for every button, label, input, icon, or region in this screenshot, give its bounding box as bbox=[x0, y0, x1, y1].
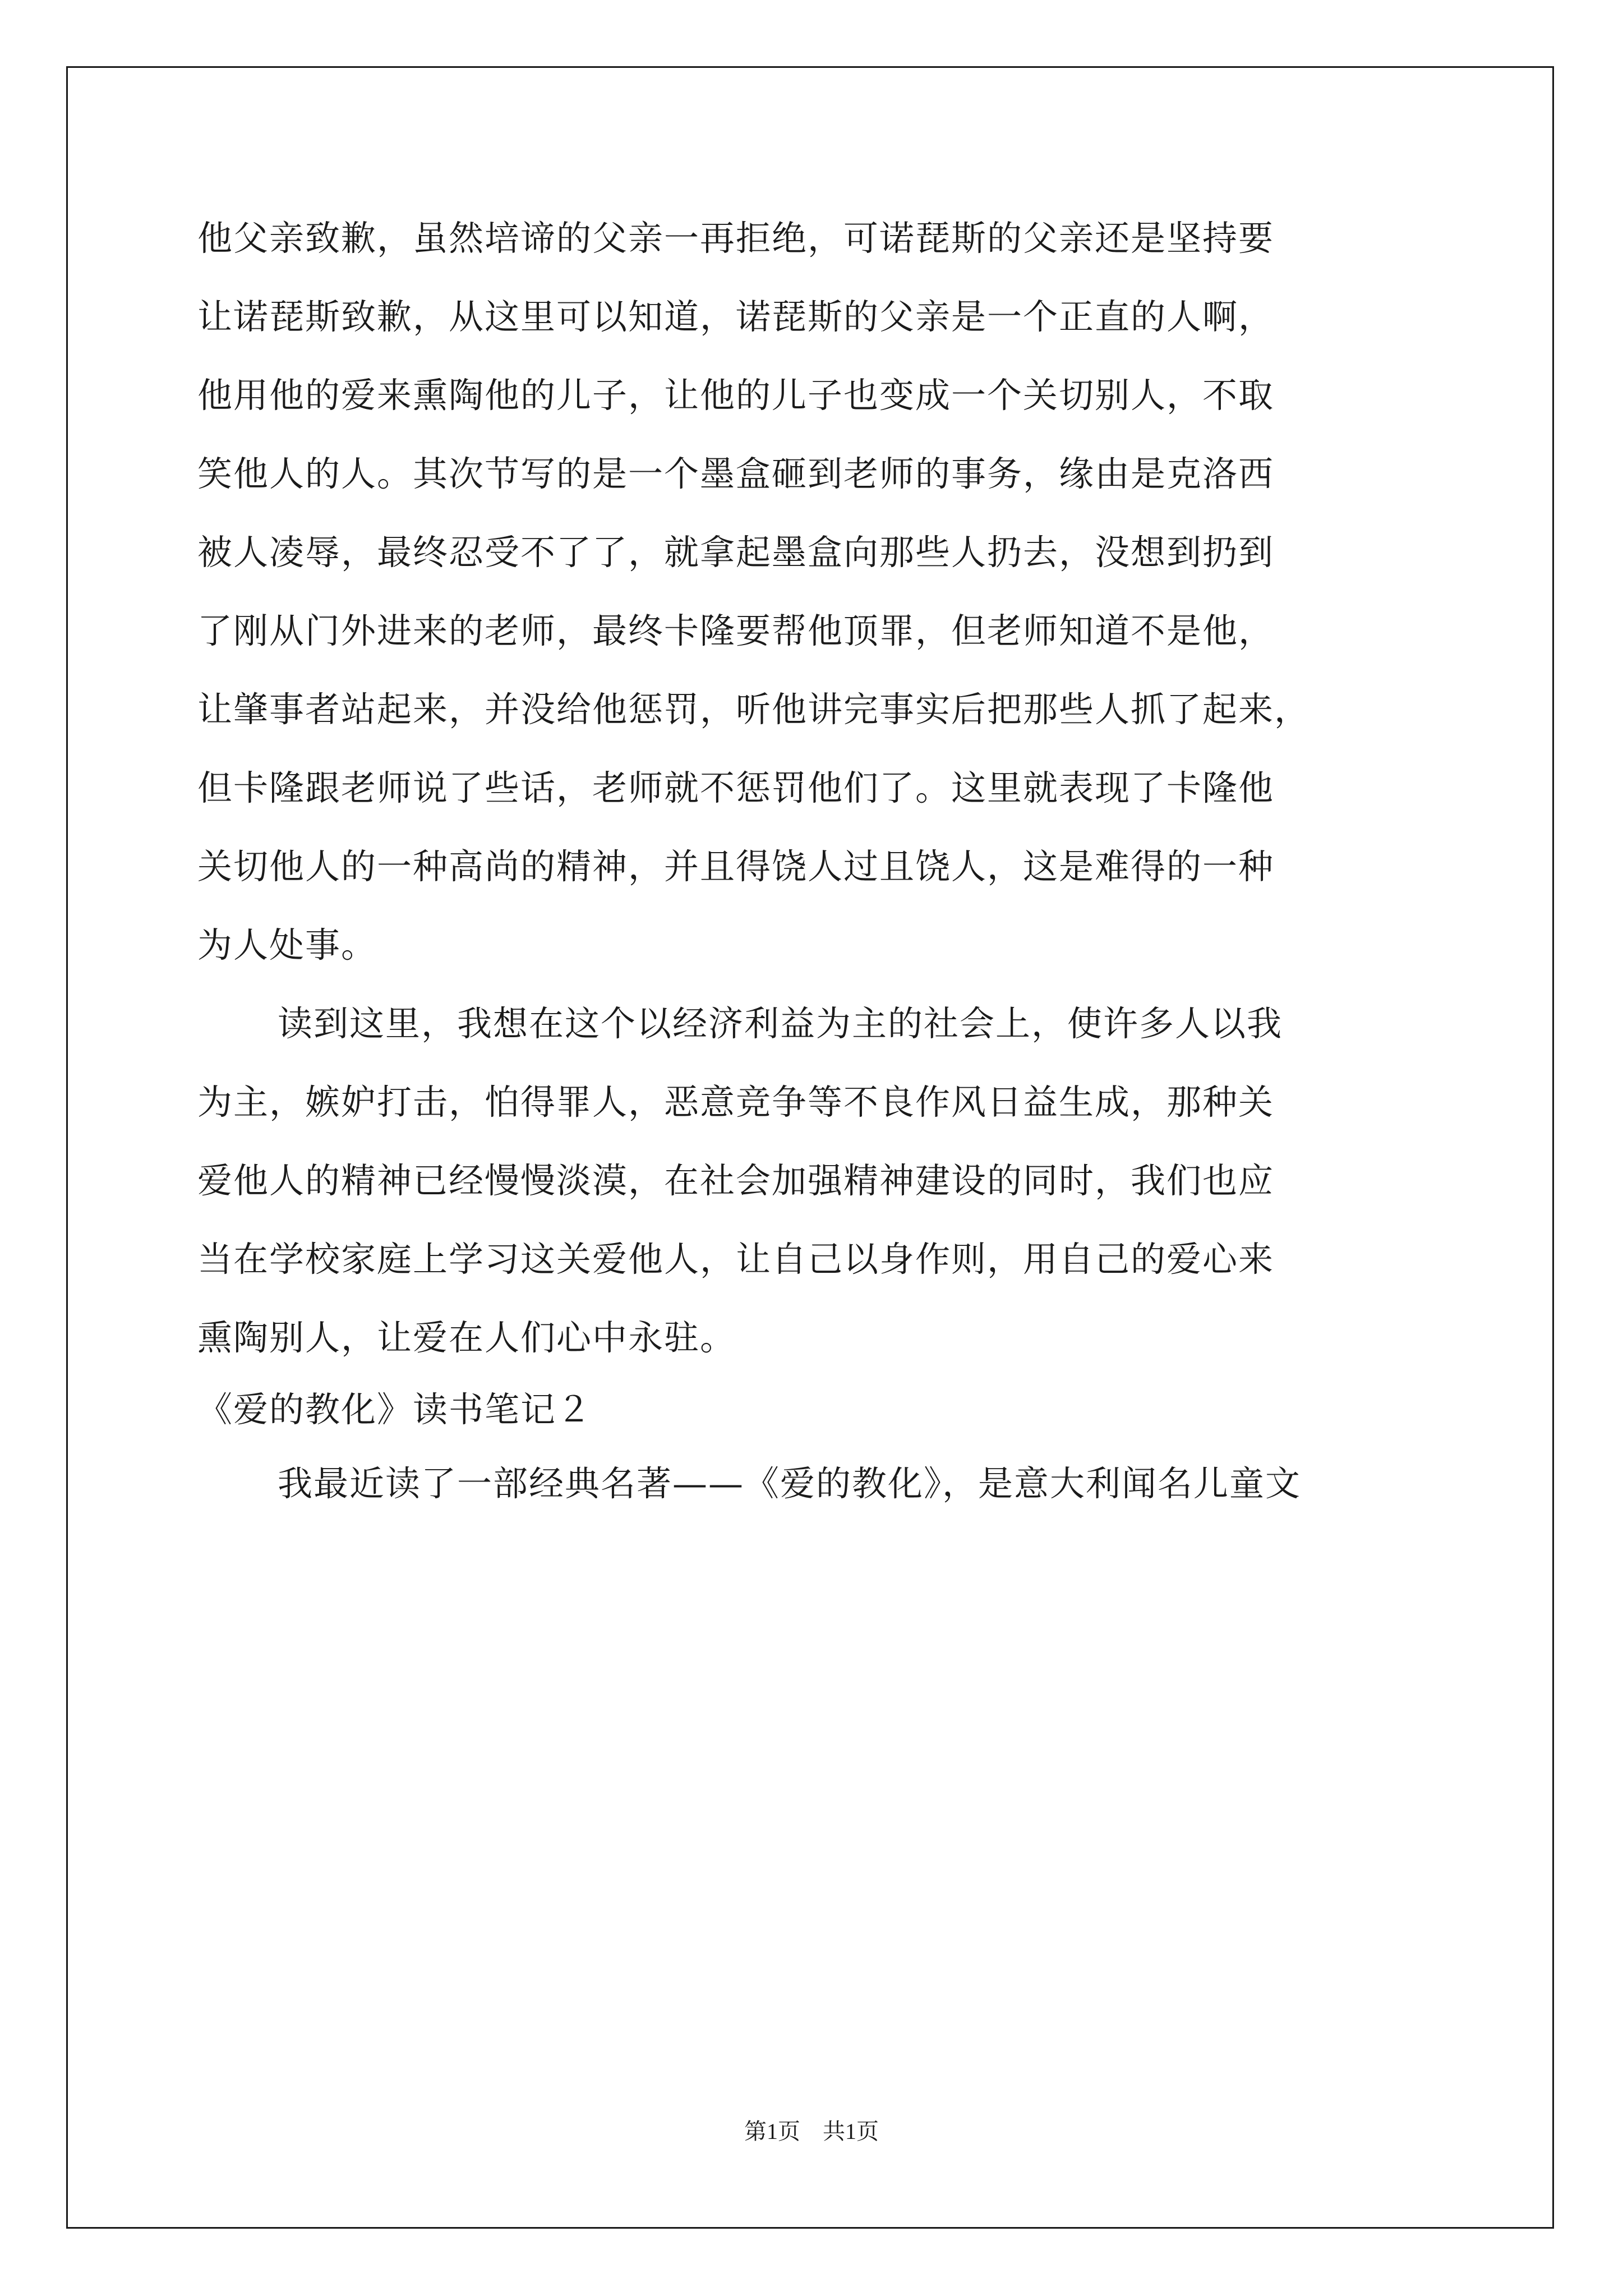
body-text-line-16: 我最近读了一部经典名著——《爱的教化》，是意大利闻名儿童文 bbox=[278, 1463, 1302, 1504]
body-text-line-14: 当在学校家庭上学习这关爱他人，让自己以身作则，用自己的爱心来 bbox=[197, 1239, 1275, 1280]
body-text-line-4: 笑他人的人。其次节写的是一个墨盒砸到老师的事务，缘由是克洛西 bbox=[197, 453, 1275, 494]
body-text-line-13: 爱他人的精神已经慢慢淡漠，在社会加强精神建设的同时，我们也应 bbox=[197, 1160, 1275, 1201]
body-text-line-7: 让肇事者站起来，并没给他惩罚，听他讲完事实后把那些人抓了起来， bbox=[197, 689, 1311, 730]
page-footer: 第1页 共1页 bbox=[744, 2119, 879, 2144]
body-text-line-11: 读到这里，我想在这个以经济利益为主的社会上，使许多人以我 bbox=[278, 1003, 1283, 1044]
body-text-line-9: 关切他人的一种高尚的精神，并且得饶人过且饶人，这是难得的一种 bbox=[197, 846, 1275, 887]
section-heading: 《爱的教化》读书笔记２ bbox=[197, 1389, 593, 1430]
body-text-line-15: 熏陶别人，让爱在人们心中永驻。 bbox=[197, 1317, 736, 1358]
body-text-line-1: 他父亲致歉，虽然培谛的父亲一再拒绝，可诺琵斯的父亲还是坚持要 bbox=[197, 218, 1275, 259]
body-text-line-10: 为人处事。 bbox=[197, 924, 377, 965]
body-text-line-12: 为主，嫉妒打击，怕得罪人，恶意竞争等不良作风日益生成，那种关 bbox=[197, 1082, 1275, 1122]
body-text-line-8: 但卡隆跟老师说了些话，老师就不惩罚他们了。这里就表现了卡隆他 bbox=[197, 767, 1275, 808]
body-text-line-5: 被人凌辱，最终忍受不了了，就拿起墨盒向那些人扔去，没想到扔到 bbox=[197, 532, 1275, 573]
body-text-line-3: 他用他的爱来熏陶他的儿子，让他的儿子也变成一个关切别人，不取 bbox=[197, 375, 1275, 416]
body-text-line-2: 让诺琵斯致歉，从这里可以知道，诺琵斯的父亲是一个正直的人啊， bbox=[197, 296, 1275, 337]
body-text-line-6: 了刚从门外进来的老师，最终卡隆要帮他顶罪，但老师知道不是他， bbox=[197, 610, 1275, 651]
